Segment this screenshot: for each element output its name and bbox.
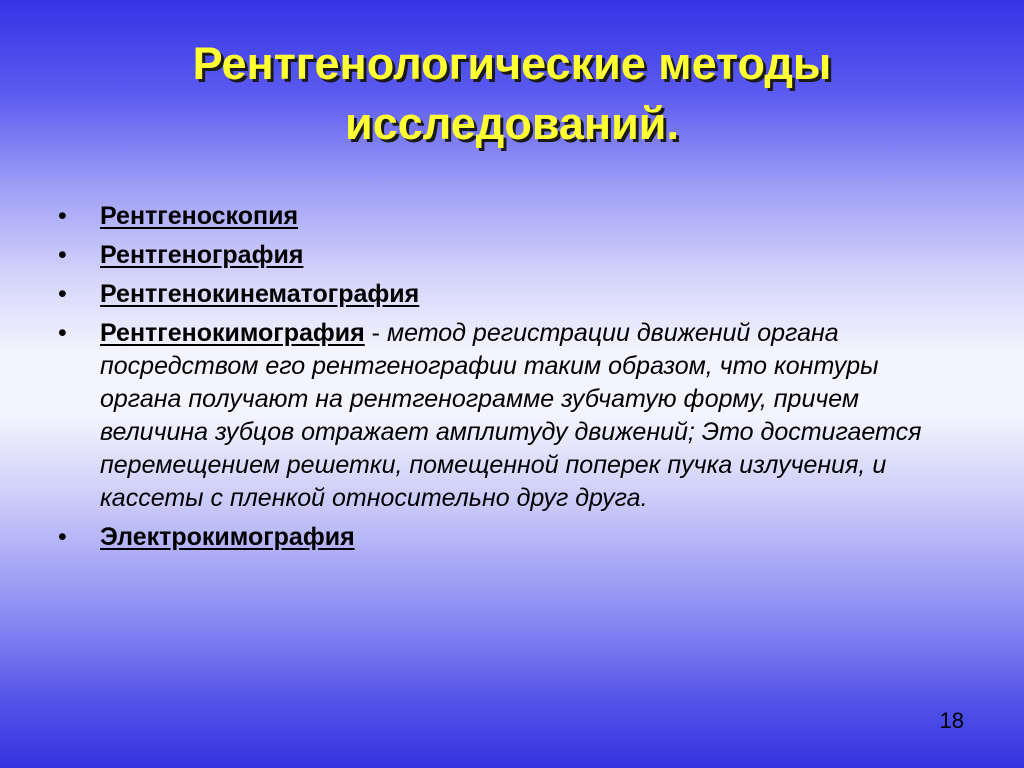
bullet-description: метод регистрации движений органа посредством его рентгенографии таким образом, что контуры органа получают на рентгенограмме зубчатую форму, причем величина зубцов отражает амплитуду движений; Это достигается перемещением решетки, помещенной поперек пучка излучения, и кассеты с пленкой относительно друг друга. <box>100 319 922 512</box>
bullet-item-rentgenokimografiya <box>58 317 958 515</box>
bullet-term: Рентгеноскопия <box>100 202 299 230</box>
bullet-term: Рентгенокинематография <box>100 280 420 308</box>
bullet-marker: • <box>58 523 67 551</box>
bullet-item-elektrokimografiya <box>58 521 958 554</box>
bullet-item-rentgenoskopiya <box>58 200 958 233</box>
bullet-marker: • <box>58 280 67 308</box>
bullet-marker: • <box>58 241 67 269</box>
bullet-marker: • <box>58 202 67 230</box>
bullet-item-rentgenokinematografiya <box>58 278 958 311</box>
bullet-term: Рентгенография <box>100 241 304 269</box>
bullet-term: Рентгенокимография <box>100 319 365 347</box>
slide-title: Рентгенологические методы исследований. <box>192 38 832 149</box>
page-number: 18 <box>939 708 964 733</box>
bullet-term: Электрокимография <box>100 523 355 551</box>
bullet-list <box>58 200 958 560</box>
bullet-item-rentgenografiya <box>58 239 958 272</box>
bullet-marker: • <box>58 319 67 347</box>
term-separator: - <box>364 319 387 347</box>
